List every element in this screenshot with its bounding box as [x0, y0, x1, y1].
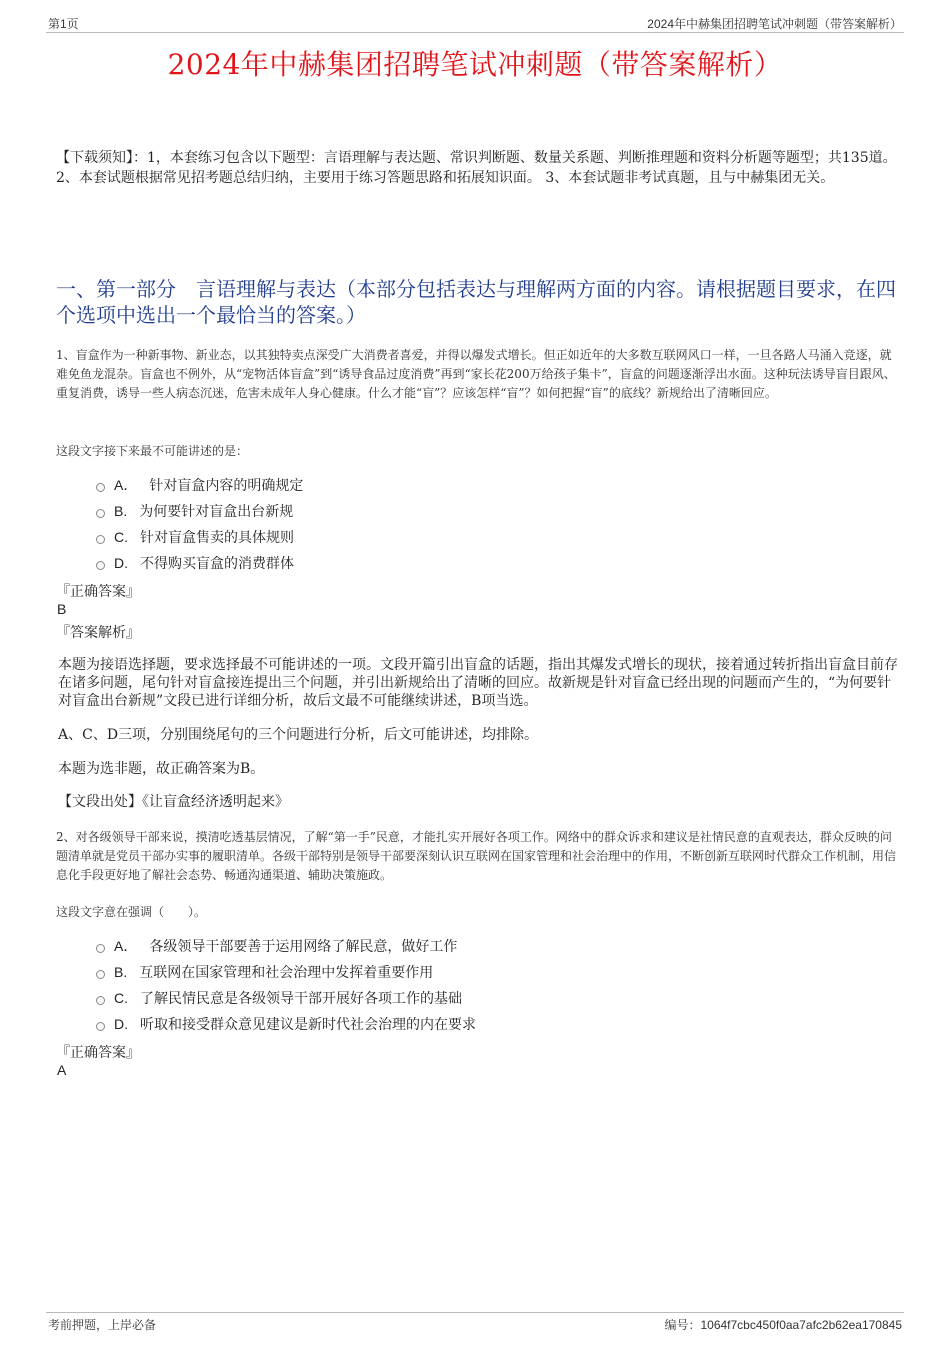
question-1-analysis-p1: 本题为接语选择题，要求选择最不可能讲述的一项。文段开篇引出盲盒的话题，指出其爆发式增长的现状，接着通过转折指出盲盒目前存在诸多问题，尾句针对盲盒接连提出三个问题，并引出新规给出了清晰的回应。故新规是针对盲盒已经出现的问题而产生的，“为何要针对盲盒出台新规”文段已进行详细分析，故后文最不可能继续讲述，B项当选。	[58, 657, 898, 709]
question-1-option-b[interactable]: B. 为何要针对盲盒出台新规	[96, 498, 303, 524]
radio-icon[interactable]	[96, 535, 105, 544]
question-1-options	[96, 472, 303, 576]
radio-icon[interactable]	[96, 996, 105, 1005]
question-2-option-b[interactable]: B. 互联网在国家管理和社会治理中发挥着重要作用	[96, 959, 476, 985]
page-footer	[46, 1312, 904, 1333]
question-1-option-c[interactable]: C. 针对盲盒售卖的具体规则	[96, 524, 303, 550]
question-2-text: 2、对各级领导干部来说，摸清吃透基层情况，了解“第一手”民意，才能扎实开展好各项工作。网络中的群众诉求和建议是社情民意的直观表达，群众反映的问题清单就是党员干部办实事的履职清单。各级干部特别是领导干部要深刻认识互联网在国家管理和社会治理中的作用，不断创新互联网时代群众工作机制，用信息化手段更好地了解社会态势、畅通沟通渠道、辅助决策施政。	[56, 830, 897, 882]
download-notice: 【下载须知】：1，本套练习包含以下题型：言语理解与表达题、常识判断题、数量关系题、判断推理题和资料分析题等题型；共135道。 2、本套试题根据常见招考题总结归纳，主要用于练习答题思路和拓展知识面。 3、本套试题非考试真题，且与中赫集团无关。	[56, 150, 897, 186]
page-number: 第1页	[48, 17, 79, 31]
question-2-answer-label: 『正确答案』	[56, 1045, 140, 1061]
radio-icon[interactable]	[96, 1022, 105, 1031]
radio-icon[interactable]	[96, 509, 105, 518]
question-2-options	[96, 933, 476, 1037]
footer-serial: 编号：1064f7cbc450f0aa7afc2b62ea170845	[664, 1318, 902, 1332]
question-1-option-d[interactable]: D. 不得购买盲盒的消费群体	[96, 550, 303, 576]
radio-icon[interactable]	[96, 944, 105, 953]
question-1-option-a[interactable]: A． 针对盲盒内容的明确规定	[96, 472, 303, 498]
question-2-option-d[interactable]: D. 听取和接受群众意见建议是新时代社会治理的内在要求	[96, 1011, 476, 1037]
page-header	[46, 14, 904, 33]
section-title: 一、第一部分 言语理解与表达（本部分包括表达与理解两方面的内容。请根据题目要求，在四个选项中选出一个最恰当的答案。）	[56, 277, 896, 327]
question-1-analysis-p3: 本题为选非题，故正确答案为B。	[58, 761, 265, 777]
question-1-prompt: 这段文字接下来最不可能讲述的是：	[56, 444, 249, 458]
header-doc-title: 2024年中赫集团招聘笔试冲刺题（带答案解析）	[647, 17, 902, 31]
question-2-answer: A	[57, 1062, 67, 1078]
question-2-prompt: 这段文字意在强调（ ）。	[56, 905, 207, 919]
radio-icon[interactable]	[96, 561, 105, 570]
question-1-answer: B	[57, 601, 67, 617]
question-1-text: 1、盲盒作为一种新事物、新业态，以其独特卖点深受广大消费者喜爱，并得以爆发式增长。但正如近年的大多数互联网风口一样，一旦各路人马涌入竞逐，就难免鱼龙混杂。盲盒也不例外，从“宠物活体盲盒”到“诱导食品过度消费”再到“家长花200万给孩子集卡”，盲盒的问题逐渐浮出水面。这种玩法诱导盲目跟风、重复消费，诱导一些人病态沉迷，危害未成年人身心健康。什么才能“盲”？应该怎样“盲”？如何把握“盲”的底线？新规给出了清晰回应。	[56, 348, 896, 400]
footer-slogan: 考前押题，上岸必备	[48, 1318, 157, 1332]
radio-icon[interactable]	[96, 970, 105, 979]
question-1-analysis-p2: A、C、D三项，分别围绕尾句的三个问题进行分析，后文可能讲述，均排除。	[58, 727, 539, 743]
question-1-answer-label: 『正确答案』	[56, 584, 140, 600]
radio-icon[interactable]	[96, 483, 105, 492]
document-title: 2024年中赫集团招聘笔试冲刺题（带答案解析）	[167, 48, 783, 81]
question-1-analysis-label: 『答案解析』	[56, 625, 140, 641]
question-2-option-c[interactable]: C. 了解民情民意是各级领导干部开展好各项工作的基础	[96, 985, 476, 1011]
question-1-source: 【文段出处】《让盲盒经济透明起来》	[58, 794, 289, 810]
question-2-option-a[interactable]: A． 各级领导干部要善于运用网络了解民意，做好工作	[96, 933, 476, 959]
